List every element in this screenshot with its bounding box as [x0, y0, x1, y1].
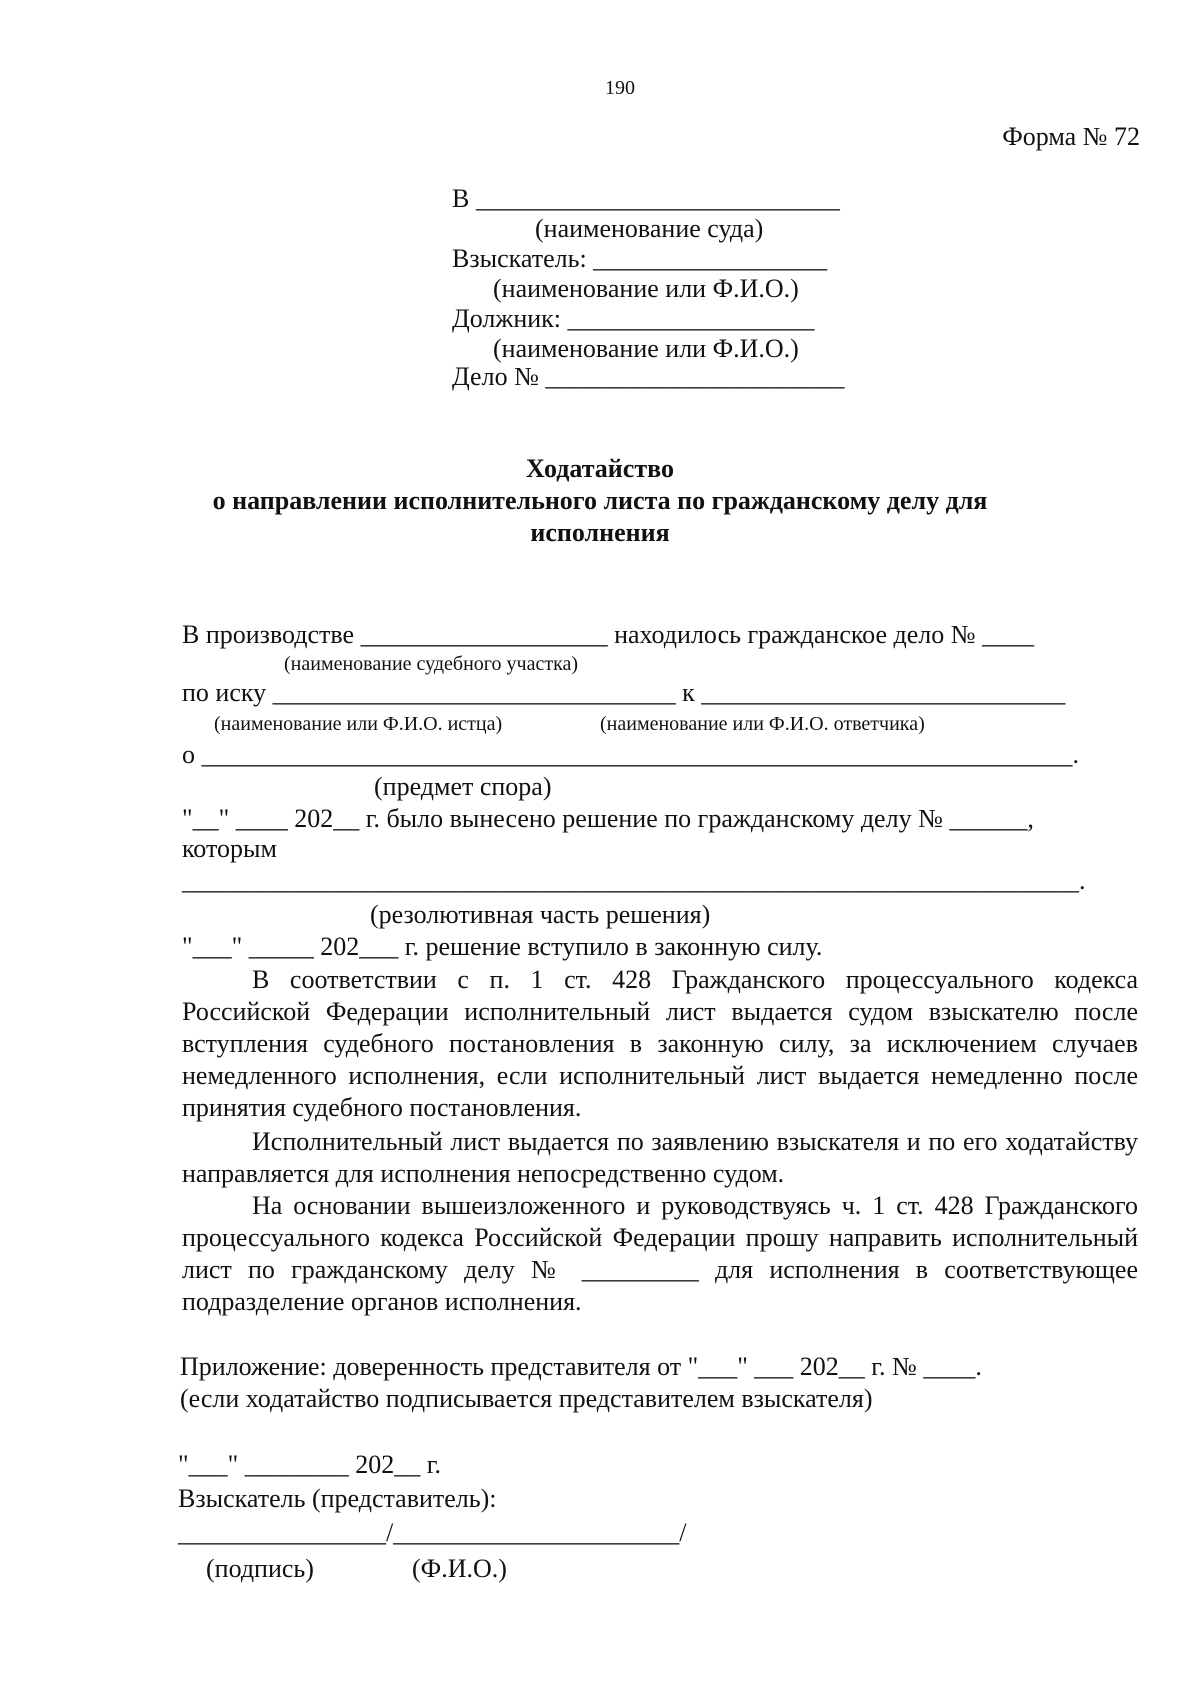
body-line-production: В производстве ___________________ находилось гражданское дело № ____ [182, 620, 1035, 649]
signer-role: Взыскатель (представитель): [178, 1484, 497, 1513]
paragraph-law-basis: В соответствии с п. 1 ст. 428 Гражданского процессуального кодекса Российской Федерации исполнительный лист выдается судом взыскателю после вступления судебного постановления в законную силу, за исключением случаев немедленного исполнения, если исполнительный лист выдается немедленно после принятия судебного постановления. [182, 965, 1138, 1122]
court-line: В ____________________________ [452, 184, 840, 213]
caption-subject: (предмет спора) [374, 772, 552, 801]
caption-signature: (подпись) [206, 1554, 314, 1583]
caption-court-section: (наименование судебного участка) [284, 653, 579, 675]
claimant-line: Взыскатель: __________________ [452, 244, 828, 273]
body-line-by-which: которым [182, 834, 277, 863]
court-caption: (наименование суда) [535, 214, 764, 243]
case-line: Дело № _______________________ [452, 362, 845, 391]
signature-line: ________________/______________________/ [178, 1518, 687, 1547]
form-number: Форма № 72 [1002, 122, 1140, 151]
body-line-effective: "___" _____ 202___ г. решение вступило в законную силу. [182, 932, 823, 961]
caption-defendant: (наименование или Ф.И.О. ответчика) [600, 713, 925, 735]
debtor-caption: (наименование или Ф.И.О.) [493, 334, 799, 363]
caption-resolution: (резолютивная часть решения) [370, 900, 711, 929]
page-number: 190 [605, 77, 635, 99]
paragraph-request: На основании вышеизложенного и руководствуясь ч. 1 ст. 428 Гражданского процессуального кодекса Российской Федерации прошу направить исполнительный лист по гражданскому делу № _________ для исполнения в соответствующее подразделение органов исполнения. [182, 1191, 1138, 1316]
title-line-2: о направлении исполнительного листа по гражданскому делу для [212, 486, 988, 515]
body-line-claim: по иску _______________________________ к ____________________________ [182, 678, 1066, 707]
title-line-3: исполнения [530, 518, 670, 547]
caption-full-name: (Ф.И.О.) [412, 1554, 507, 1583]
caption-plaintiff: (наименование или Ф.И.О. истца) [214, 713, 503, 735]
title-line-1: Ходатайство [526, 454, 674, 483]
paragraph-issuance: Исполнительный лист выдается по заявлению взыскателя и по его ходатайству направляется для исполнения непосредственно судом. [182, 1127, 1138, 1188]
body-line-decision: "__" ____ 202__ г. было вынесено решение по гражданскому делу № ______, [182, 804, 1034, 833]
body-line-subject: о ___________________________________________________________________. [182, 740, 1079, 769]
claimant-caption: (наименование или Ф.И.О.) [493, 274, 799, 303]
debtor-line: Должник: ___________________ [452, 304, 815, 333]
signature-date: "___" ________ 202__ г. [178, 1450, 441, 1479]
attachment-line: Приложение: доверенность представителя от "___" ___ 202__ г. № ____. [180, 1352, 982, 1381]
body-line-resolution: _____________________________________________________________________. [182, 866, 1086, 895]
attachment-note: (если ходатайство подписывается представителем взыскателя) [180, 1384, 873, 1413]
